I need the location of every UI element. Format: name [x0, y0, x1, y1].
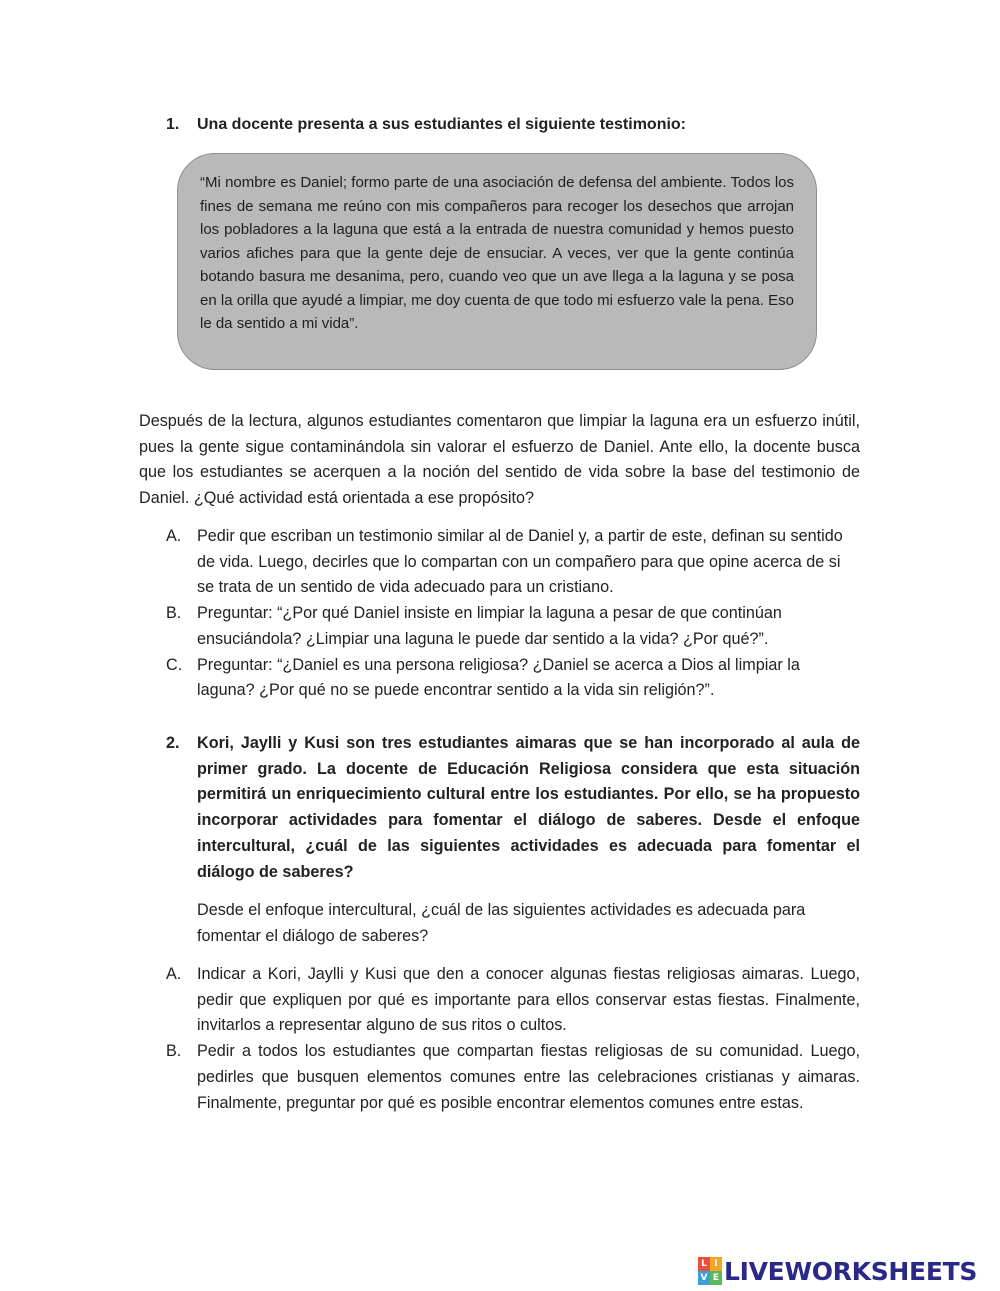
question-1-body: Después de la lectura, algunos estudiantes comentaron que limpiar la laguna era un esfuerzo inútil, pues la gente sigue contaminándola sin valorar el esfuerzo de Daniel. Ante ello, la docente busca que los estudiantes se acerquen a la noción del sentido de vida sobre la base del testimonio de Daniel. ¿Qué actividad está orientada a ese propósito? — [139, 412, 860, 508]
logo-icon-e: E — [710, 1271, 722, 1285]
option-text: Pedir que escriban un testimonio similar al de Daniel y, a partir de este, definan su sentido de vida. Luego, decirles que lo compartan con un compañero para que opine acerca de si se trata de un sentido de vida adecuado para un cristiano. — [197, 527, 843, 597]
question-1-heading — [166, 112, 860, 138]
testimonial-box — [177, 153, 817, 370]
question-1-option-a[interactable] — [166, 524, 860, 601]
logo-icon-v: V — [698, 1271, 710, 1285]
question-1-number: 1. — [166, 116, 180, 133]
question-2-number: 2. — [166, 734, 180, 752]
option-text: Preguntar: “¿Daniel es una persona religiosa? ¿Daniel se acerca a Dios al limpiar la laguna? ¿Por qué no se puede encontrar sentido a la vida sin religión?”. — [197, 655, 800, 700]
question-2-options — [166, 962, 860, 1116]
question-2-subquestion: Desde el enfoque intercultural, ¿cuál de las siguientes actividades es adecuada para fomentar el diálogo de saberes? — [197, 901, 806, 945]
liveworksheets-logo[interactable] — [698, 1255, 977, 1287]
question-2-option-b[interactable] — [166, 1039, 860, 1116]
question-1-options — [166, 524, 860, 704]
option-text: Indicar a Kori, Jaylli y Kusi que den a conocer algunas fiestas religiosas aimaras. Luego, pedir que expliquen por qué es importante para ellos conservar estas fiestas. Finalmente, invitarlos a representar alguno de sus ritos o cultos. — [197, 965, 860, 1035]
option-letter: C. — [166, 655, 183, 674]
option-letter: B. — [166, 604, 182, 623]
testimonial-text: “Mi nombre es Daniel; formo parte de una asociación de defensa del ambiente. Todos los fines de semana me reúno con mis compañeros para recoger los desechos que arrojan los pobladores a la laguna que está a la entrada de nuestra comunidad y hemos puesto varios afiches para que la gente deje de ensuciar. A veces, ver que la gente continúa botando basura me desanima, pero, cuando veo que un ave llega a la laguna y se posa en la orilla que ayudé a limpiar, me doy cuenta de que todo mi esfuerzo vale la pena. Eso le da sentido a mi vida”. — [200, 174, 794, 332]
question-2-heading-text: Kori, Jaylli y Kusi son tres estudiantes aimaras que se han incorporado al aula de primer grado. La docente de Educación Religiosa considera que esta situación permitirá un enriquecimiento cultural entre los estudiantes. Por ello, se ha propuesto incorporar actividades para fomentar el diálogo de saberes. Desde el enfoque intercultural, ¿cuál de las siguientes actividades es adecuada para fomentar el diálogo de saberes? — [197, 734, 860, 881]
question-1-option-c[interactable] — [166, 653, 860, 704]
option-letter: A. — [166, 527, 182, 545]
question-1-heading-text: Una docente presenta a sus estudiantes el siguiente testimonio: — [197, 116, 687, 133]
question-2-heading — [166, 731, 860, 885]
logo-icon-i: I — [710, 1257, 722, 1271]
logo-icon-l: L — [698, 1257, 710, 1271]
question-1-option-b[interactable] — [166, 601, 860, 652]
question-2-option-a[interactable] — [166, 962, 860, 1039]
liveworksheets-logo-text: LIVEWORKSHEETS — [724, 1256, 978, 1286]
option-letter: A. — [166, 965, 182, 983]
option-text: Pedir a todos los estudiantes que compartan fiestas religiosas de su comunidad. Luego, pedirles que busquen elementos comunes entre las celebraciones cristianas y aimaras. Finalmente, preguntar por qué es posible encontrar elementos comunes entre estas. — [197, 1042, 860, 1112]
option-letter: B. — [166, 1042, 182, 1061]
liveworksheets-logo-icon — [698, 1257, 722, 1285]
option-text: Preguntar: “¿Por qué Daniel insiste en limpiar la laguna a pesar de que continúan ensuciándola? ¿Limpiar una laguna le puede dar sentido a la vida? ¿Por qué?”. — [197, 604, 782, 648]
